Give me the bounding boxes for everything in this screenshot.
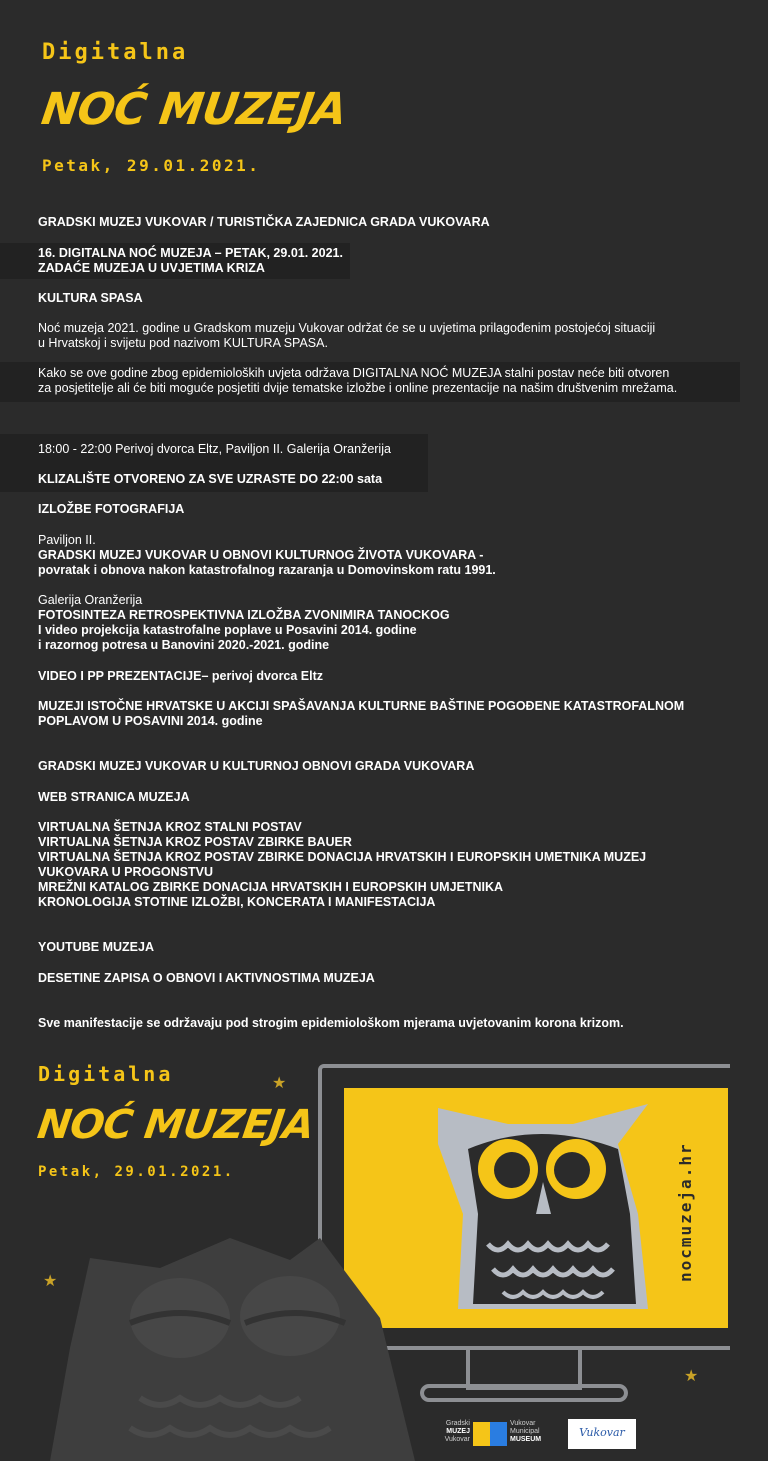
gallery-description: FOTOSINTEZA RETROSPEKTIVNA IZLOŽBA ZVONIMIRA TANOCKOG I video projekcija katastrofalne poplave u Posavini 2014. godine i razornog potresa u Banovini 2020.-2021. godine: [38, 608, 450, 652]
poster-brand-subtitle: Digitalna: [38, 1062, 174, 1086]
footer-note: Sve manifestacije se održavaju pod strogim epidemiološkom mjerama uvjetovanim korona krizom.: [38, 1016, 624, 1030]
youtube-description: DESETINE ZAPISA O OBNOVI I AKTIVNOSTIMA MUZEJA: [38, 971, 375, 985]
photo-exhibitions-heading: IZLOŽBE FOTOGRAFIJA: [38, 502, 185, 516]
web-heading: WEB STRANICA MUZEJA: [38, 790, 190, 804]
skating-line: KLIZALIŠTE OTVORENO ZA SVE UZRASTE DO 22:00 sata: [38, 472, 383, 486]
museum-logo: [432, 1420, 552, 1452]
pavilion-label: Paviljon II.: [38, 533, 96, 547]
tourism-logo-text: Vukovar: [579, 1426, 625, 1439]
museum-logo-hr-1: Gradski: [445, 1420, 470, 1427]
youtube-heading: YOUTUBE MUZEJA: [38, 940, 154, 954]
event-subtitle-line: ZADAĆE MUZEJA U UVJETIMA KRIZA: [38, 261, 265, 275]
museum-logo-mark-icon: [473, 1422, 507, 1446]
theme-heading: KULTURA SPASA: [38, 291, 143, 305]
star-icon: ★: [272, 1075, 287, 1092]
event-date: Petak, 29.01.2021.: [42, 156, 261, 175]
poster-brand-title: NOĆ MUZEJA: [34, 1102, 317, 1148]
event-title-line: 16. DIGITALNA NOĆ MUZEJA – PETAK, 29.01. 2021.: [38, 246, 343, 260]
schedule-line: 18:00 - 22:00 Perivoj dvorca Eltz, Paviljon II. Galerija Oranžerija: [38, 442, 391, 456]
star-icon: ★: [684, 1368, 699, 1385]
owl-icon: [438, 1104, 648, 1309]
intro-paragraph: Noć muzeja 2021. godine u Gradskom muzeju Vukovar održat će se u uvjetima prilagođenim postojećoj situaciji u Hrvatskoj i svijetu pod nazivom KULTURA SPASA.: [38, 321, 656, 350]
brand-subtitle: Digitalna: [42, 40, 189, 65]
owl-silhouette-icon: [20, 1198, 440, 1461]
notice-paragraph: Kako se ove godine zbog epidemioloških uvjeta održava DIGITALNA NOĆ MUZEJA stalni postav neće biti otvoren za posjetitelje ali će biti moguće posjetiti dvije tematske izložbe i online prezentacije na našim društvenim mrežama.: [38, 366, 678, 395]
brand-title: NOĆ MUZEJA: [38, 84, 350, 135]
museum-logo-en-1: Vukovar: [510, 1420, 536, 1427]
poster-date: Petak, 29.01.2021.: [38, 1164, 235, 1180]
museum-logo-hr-2: MUZEJ: [446, 1428, 470, 1435]
video-description: MUZEJI ISTOČNE HRVATSKE U AKCIJI SPAŠAVANJA KULTURNE BAŠTINE POGOĐENE KATASTROFALNOM POPLAVOM U POSAVINI 2014. godine: [38, 699, 685, 728]
video-heading: VIDEO I PP PREZENTACIJE– perivoj dvorca Eltz: [38, 669, 324, 683]
web-items-list: VIRTUALNA ŠETNJA KROZ STALNI POSTAV VIRTUALNA ŠETNJA KROZ POSTAV ZBIRKE BAUER VIRTUALNA ŠETNJA KROZ POSTAV ZBIRKE DONACIJA HRVATSKIH I EUROPSKIH UMETNIKA MUZEJ VUKOVARA U PROGONSTVU MREŽNI KATALOG ZBIRKE DONACIJA HRVATSKIH I EUROPSKIH UMJETNIKA KRONOLOGIJA STOTINE IZLOŽBI, KONCERATA I MANIFESTACIJA: [38, 820, 647, 909]
museum-renewal-heading: GRADSKI MUZEJ VUKOVAR U KULTURNOJ OBNOVI GRADA VUKOVARA: [38, 759, 475, 773]
museum-logo-en-3: MUSEUM: [510, 1436, 542, 1443]
tourism-logo: [568, 1419, 636, 1449]
organizers-line: GRADSKI MUZEJ VUKOVAR / TURISTIČKA ZAJEDNICA GRADA VUKOVARA: [38, 215, 490, 229]
museum-logo-en-2: Municipal: [510, 1428, 540, 1435]
pavilion-description: GRADSKI MUZEJ VUKOVAR U OBNOVI KULTURNOG ŽIVOTA VUKOVARA - povratak i obnova nakon katastrofalnog razaranja u Domovinskom ratu 1991.: [38, 548, 496, 577]
star-icon: ★: [43, 1273, 58, 1290]
museum-logo-hr-3: Vukovar: [444, 1436, 470, 1443]
gallery-label: Galerija Oranžerija: [38, 593, 143, 607]
poster-url[interactable]: nocmuzeja.hr: [676, 1142, 695, 1282]
